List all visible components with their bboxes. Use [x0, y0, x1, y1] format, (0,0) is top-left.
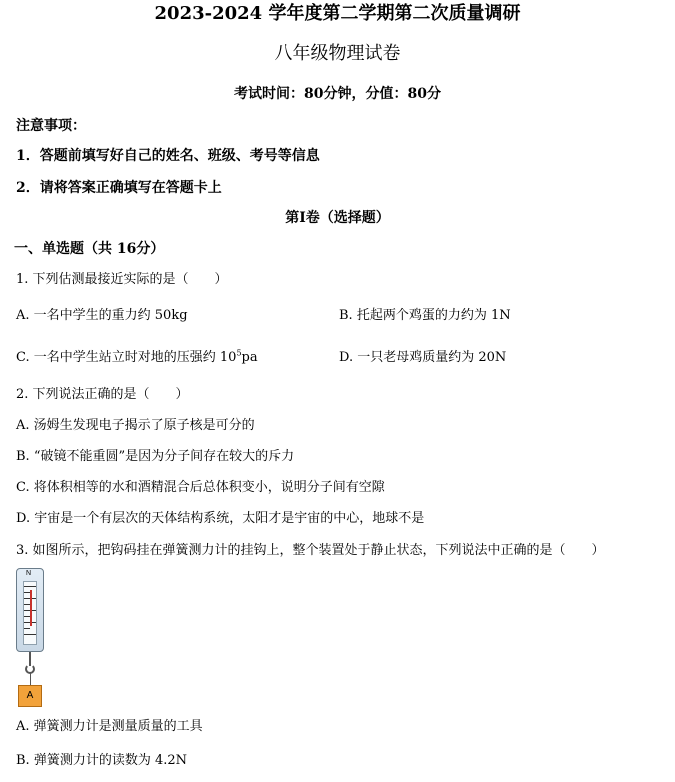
exponent: 5 [236, 348, 242, 358]
section-title: 一、单选题（共 16分） [14, 241, 165, 257]
option-c-unit: pa [241, 350, 258, 365]
question-2-option-d: D. 宇宙是一个有层次的天体结构系统，太阳才是宇宙的中心，地球不是 [16, 511, 425, 526]
question-1-option-c [16, 348, 258, 368]
scale-graduation [23, 581, 37, 645]
question-3-option-a: A. 弹簧测力计是测量质量的工具 [16, 719, 203, 734]
exam-subtitle: 八年级物理试卷 [274, 43, 401, 64]
scale-unit-label: N [26, 570, 32, 577]
part-title: 第Ⅰ卷（选择题） [285, 210, 390, 226]
exam-info: 考试时间：80分钟，分值：80分 [234, 86, 441, 102]
question-2-option-b: B. “破镜不能重圆”是因为分子间存在较大的斥力 [16, 449, 295, 464]
spring-scale-figure [16, 568, 46, 710]
weight-string [30, 673, 31, 685]
scale-pointer [30, 590, 32, 626]
exam-title: 2023-2024 学年度第二学期第二次质量调研 [154, 3, 521, 24]
notes-heading: 注意事项： [16, 118, 86, 134]
note-item: 2．请将答案正确填写在答题卡上 [16, 180, 222, 196]
note-item: 1．答题前填写好自己的姓名、班级、考号等信息 [16, 148, 320, 164]
question-1-option-b: B. 托起两个鸡蛋的力约为 1N [339, 308, 511, 323]
question-1-option-d: D. 一只老母鸡质量约为 20N [339, 350, 507, 365]
tick-mark [24, 586, 36, 587]
question-2-stem: 2. 下列说法正确的是（ ） [16, 387, 189, 402]
question-3-option-b: B. 弹簧测力计的读数为 4.2N [16, 753, 187, 768]
tick-mark [24, 634, 36, 635]
tick-mark [24, 628, 30, 629]
option-c-text: C. 一名中学生站立时对地的压强约 10 [16, 350, 237, 365]
question-1-stem: 1. 下列估测最接近实际的是（ ） [16, 272, 228, 287]
question-2-option-c: C. 将体积相等的水和酒精混合后总体积变小，说明分子间有空隙 [16, 480, 385, 495]
hook-weight: A [18, 685, 42, 707]
spring-scale-body [16, 568, 44, 652]
question-1-option-a: A. 一名中学生的重力约 50kg [16, 308, 188, 323]
question-3-stem: 3. 如图所示，把钩码挂在弹簧测力计的挂钩上，整个装置处于静止状态，下列说法中正确的是（ ） [16, 543, 605, 558]
question-2-option-a: A. 汤姆生发现电子揭示了原子核是可分的 [16, 418, 255, 433]
